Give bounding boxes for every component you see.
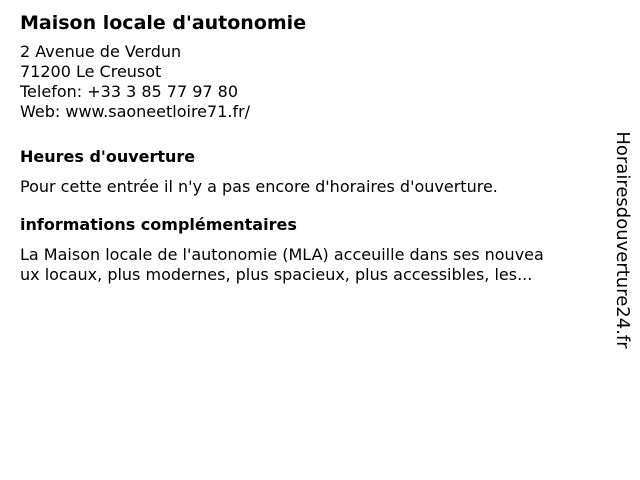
listing-title: Maison locale d'autonomie: [20, 12, 307, 34]
opening-hours-heading: Heures d'ouverture: [20, 147, 196, 166]
listing-card: [20, 10, 590, 285]
address-block: [20, 42, 590, 122]
phone-number[interactable]: Telefon: +33 3 85 77 97 80: [20, 82, 239, 101]
additional-info-text: [20, 245, 590, 285]
opening-hours-text: Pour cette entrée il n'y a pas encore d'horaires d'ouverture.: [20, 177, 498, 196]
additional-info-line: La Maison locale de l'autonomie (MLA) acceuille dans ses nouvea: [20, 245, 544, 264]
site-brand-label[interactable]: Horairesdouverture24.fr: [612, 131, 633, 349]
address-street: 2 Avenue de Verdun: [20, 42, 182, 61]
website-link[interactable]: Web: www.saoneetloire71.fr/: [20, 102, 251, 121]
additional-info-heading: informations complémentaires: [20, 215, 297, 234]
additional-info-line: ux locaux, plus modernes, plus spacieux, plus accessibles, les...: [20, 265, 533, 284]
address-city: 71200 Le Creusot: [20, 62, 162, 81]
